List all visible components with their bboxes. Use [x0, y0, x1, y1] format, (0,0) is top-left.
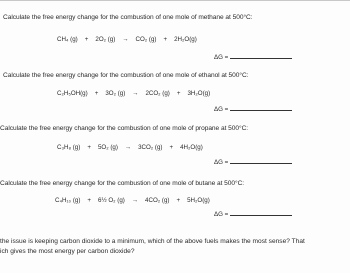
eq2-reactant-2: 3O₂ (g) [105, 90, 126, 97]
eq1-arrow: → [122, 36, 129, 43]
question-1-prompt: Calculate the free energy change for the combustion of one mole of methane at 500°C: [3, 14, 253, 21]
question-4-equation [55, 197, 217, 204]
eq3-product-2: 4H₂O(g) [180, 144, 203, 151]
eq1-reactant-1: CH₄ (g) [57, 36, 78, 43]
eq4-plus-1: + [87, 197, 92, 204]
question-4-answer [214, 211, 292, 218]
eq3-reactant-1: C₃H₈ (g) [57, 144, 81, 151]
eq4-product-1: 4CO₂ (g) [145, 197, 170, 204]
eq4-product-2: 5H₂O(g) [187, 197, 210, 204]
question-1-equation [57, 36, 204, 43]
eq1-plus-2: + [163, 36, 168, 43]
question-3-answer [214, 159, 292, 166]
answer-2-blank[interactable] [230, 110, 292, 111]
question-3-prompt: Calculate the free energy change for the combustion of one mole of propane at 500°C: [0, 125, 249, 132]
question-3-equation [57, 144, 210, 151]
answer-1-blank[interactable] [230, 58, 292, 59]
answer-3-blank[interactable] [230, 163, 292, 164]
question-2-equation [57, 90, 217, 97]
eq2-arrow: → [132, 90, 139, 97]
eq3-arrow: → [124, 144, 132, 151]
eq4-reactant-2: 6½ O₂ (g) [98, 197, 125, 204]
eq1-plus-1: + [84, 36, 89, 43]
eq3-product-1: 3CO₂ (g) [138, 144, 163, 151]
eq2-plus-1: + [94, 90, 99, 97]
eq3-plus-2: + [169, 144, 174, 151]
eq2-product-2: 3H₂O(g) [187, 90, 211, 97]
question-4-prompt: Calculate the free energy change for the combustion of one mole of butane at 500°C: [0, 180, 245, 187]
final-question-line-1: the issue is keeping carbon dioxide to a minimum, which of the above fuels makes the most sense? That [0, 238, 305, 245]
eq1-product-1: CO₂ (g) [135, 36, 157, 43]
answer-4-label: ΔG = [214, 211, 229, 218]
answer-3-label: ΔG = [214, 159, 229, 166]
eq2-product-1: 2CO₂ (g) [145, 90, 170, 97]
eq4-plus-2: + [176, 197, 181, 204]
answer-4-blank[interactable] [230, 215, 292, 216]
question-1-answer [214, 54, 292, 61]
eq2-plus-2: + [176, 90, 181, 97]
eq4-arrow: → [131, 197, 139, 204]
eq1-product-2: 2H₂O(g) [174, 36, 197, 43]
eq1-reactant-2: 2O₂ (g) [95, 36, 116, 43]
eq3-plus-1: + [87, 144, 91, 151]
page-top-rule [0, 0, 350, 1]
eq2-reactant-1: C₂H₅OH(g) [57, 90, 88, 97]
answer-1-label: ΔG = [214, 54, 229, 61]
question-2-prompt: Calculate the free energy change for the combustion of one mole of ethanol at 500°C: [3, 72, 249, 79]
final-question [0, 237, 305, 256]
eq3-reactant-2: 5O₂ (g) [97, 144, 118, 151]
question-2-answer [214, 106, 292, 113]
eq4-reactant-1: C₄H₁₀ (g) [55, 197, 81, 204]
answer-2-label: ΔG = [214, 106, 229, 113]
final-question-line-2: ich gives the most energy per carbon dioxide? [0, 247, 135, 255]
